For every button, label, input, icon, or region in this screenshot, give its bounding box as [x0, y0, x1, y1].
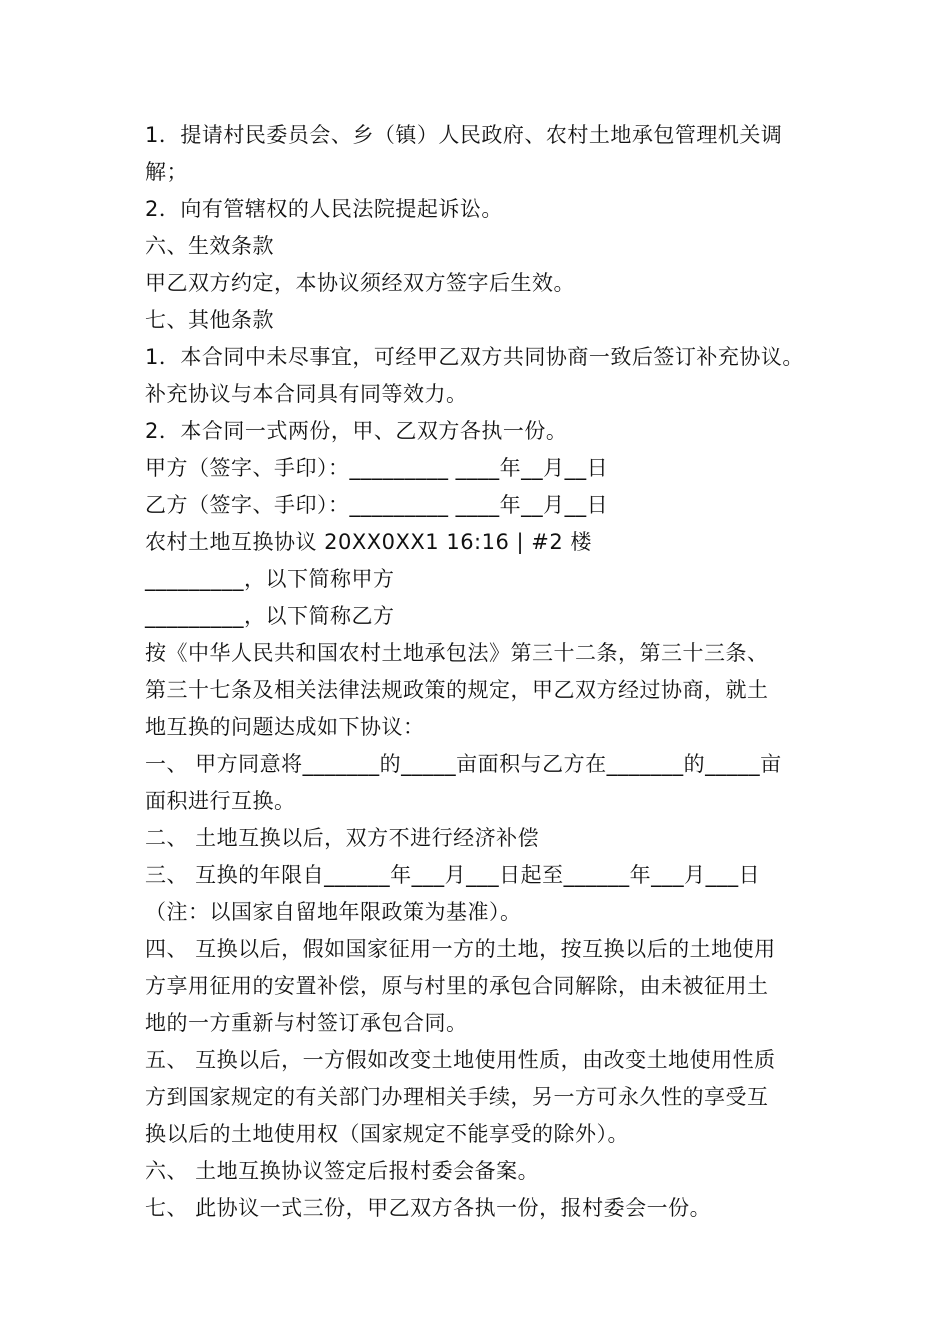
- clause-line: 七、 此协议一式三份，甲乙双方各执一份，报村委会一份。: [145, 1196, 712, 1220]
- text-line: 方享用征用的安置补偿，原与村里的承包合同解除，由未被征用土: [145, 974, 769, 998]
- clause-line: 六、 土地互换协议签定后报村委会备案。: [145, 1159, 540, 1183]
- signature-line-party-b: 乙方（签字、手印）：_________ ____年__月__日: [145, 493, 609, 517]
- text-line: 地的一方重新与村签订承包合同。: [145, 1011, 468, 1035]
- text-line: 换以后的土地使用权（国家规定不能享受的除外）。: [145, 1122, 629, 1146]
- clause-line: 一、 甲方同意将_______的_____亩面积与乙方在_______的_____亩: [145, 752, 782, 776]
- text-line: 2．本合同一式两份，甲、乙双方各执一份。: [145, 419, 568, 443]
- clause-line: 二、 土地互换以后，双方不进行经济补偿: [145, 826, 540, 850]
- text-line: 1．提请村民委员会、乡（镇）人民政府、农村土地承包管理机关调: [145, 123, 783, 147]
- text-line: 补充协议与本合同具有同等效力。: [145, 382, 468, 406]
- party-a-line: _________，以下简称甲方: [145, 567, 395, 591]
- text-line: 甲乙双方约定，本协议须经双方签字后生效。: [145, 271, 575, 295]
- text-line: 方到国家规定的有关部门办理相关手续，另一方可永久性的享受互: [145, 1085, 769, 1109]
- party-b-line: _________，以下简称乙方: [145, 604, 395, 628]
- text-line: 面积进行互换。: [145, 789, 296, 813]
- section-heading: 六、生效条款: [145, 234, 274, 258]
- text-line: 第三十七条及相关法律法规政策的规定，甲乙双方经过协商，就土: [145, 678, 769, 702]
- clause-line: 四、 互换以后，假如国家征用一方的土地，按互换以后的土地使用: [145, 937, 776, 961]
- text-line: 地互换的问题达成如下协议：: [145, 715, 425, 739]
- clause-line: 五、 互换以后，一方假如改变土地使用性质，由改变土地使用性质: [145, 1048, 776, 1072]
- text-line: （注：以国家自留地年限政策为基准）。: [145, 900, 522, 924]
- clause-line: 三、 互换的年限自______年___月___日起至______年___月___日: [145, 863, 761, 887]
- document-body: [145, 117, 825, 1227]
- section-heading: 七、其他条款: [145, 308, 274, 332]
- post-header: 农村土地互换协议 20XX0XX1 16:16 | #2 楼: [145, 530, 592, 554]
- text-line: 解；: [145, 160, 188, 184]
- signature-line-party-a: 甲方（签字、手印）：_________ ____年__月__日: [145, 456, 609, 480]
- text-line: 1．本合同中未尽事宜，可经甲乙双方共同协商一致后签订补充协议。: [145, 345, 804, 369]
- text-line: 按《中华人民共和国农村土地承包法》第三十二条，第三十三条、: [145, 641, 769, 665]
- text-line: 2．向有管辖权的人民法院提起诉讼。: [145, 197, 503, 221]
